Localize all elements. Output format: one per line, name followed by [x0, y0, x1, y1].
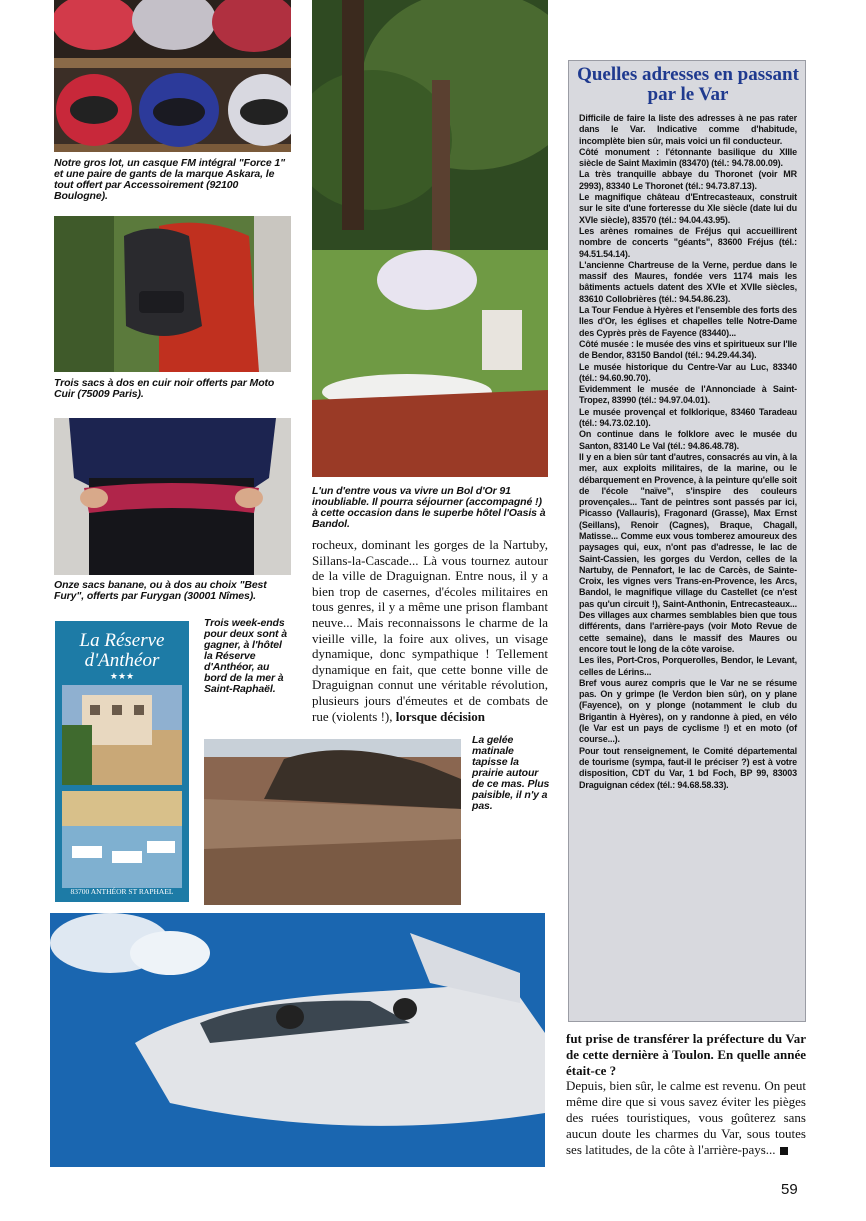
end-mark-icon	[780, 1147, 788, 1155]
main-text-paragraph: rocheux, dominant les gorges de la Nartuby, Sillans-la-Cascade... Là vous tournez autour de la ville de Draguignan. Entre nous, il y a bien trop de casernes, d'écoles militaires en tous genres, il y a même une prison flambant neuve... Mais reconnaissons le charme de la vieille ville, la foire aux olives, un visage dynamique, donc sympathique ! Tellement dynamique en fait, que cette bonne ville de Draguignan connut une véritable révolution, plusieurs jours d'émeutes et de combats de rue (violents !),	[312, 537, 548, 724]
lower-text-normal	[566, 1078, 806, 1157]
caption-backpack: Trois sacs à dos en cuir noir offerts par Moto Cuir (75009 Paris).	[54, 377, 275, 400]
sidebar-text	[579, 113, 797, 791]
sidebar-title: Quelles adresses en passant par le Var	[577, 64, 799, 105]
sidebar-paragraph: Evidemment le musée de l'Annonciade à Saint-Tropez, 83990 (tél.: 94.97.04.01).	[579, 384, 797, 406]
sidebar-paragraph: Côté musée : le musée des vins et spiritueux sur l'Ile de Bendor, 83150 Bandol (tél.: 94.29.44.34).	[579, 338, 797, 361]
hotel-photo-bottom	[62, 791, 182, 888]
frost-field-photo	[204, 739, 461, 905]
garden-photo	[312, 0, 548, 477]
hotel-name-line1: La Réserve	[79, 630, 165, 651]
backpack-photo	[54, 216, 291, 372]
caption-frost: La gelée matinale tapisse la prairie autour de ce mas. Plus paisible, il n'y a pas.	[472, 734, 550, 812]
sidebar-box	[568, 60, 806, 1022]
lower-text-normal-span: Depuis, bien sûr, le calme est revenu. On peut même dire que si vous savez éviter les pièges des ruées touristiques, vous goûterez sans aucun doute les charmes du Var, sous toutes ses latitudes, de la côte à l'arrière-pays...	[566, 1078, 806, 1157]
hotel-name	[55, 631, 189, 671]
sidebar-paragraph: Le musée historique du Centre-Var au Luc, 83340 (tél.: 94.60.90.70).	[579, 361, 797, 383]
caption-bol-dor: L'un d'entre vous va vivre un Bol d'Or 91 inoubliable. Il pourra séjourner (accompagné !) à cette occasion dans le superbe hôtel l'Oasis à Bandol.	[312, 485, 546, 530]
sidebar-paragraph: La très tranquille abbaye du Thoronet (voir MR 2993), 83340 Le Thoronet (tél.: 94.73.87.13).	[579, 169, 797, 191]
page-number: 59	[781, 1181, 798, 1198]
bumbag-photo	[54, 418, 291, 575]
caption-hotel-weekends: Trois week-ends pour deux sont à gagner, à l'hôtel la Réserve d'Anthéor, au bord de la mer à Saint-Raphaël.	[204, 617, 287, 695]
lower-text	[566, 1031, 806, 1157]
sidebar-paragraph: La Tour Fendue à Hyères et l'ensemble des forts des Iles d'Or, les églises et chapelles telle Notre-Dame des Cyprès près de Fayence (83440)...	[579, 305, 797, 338]
caption-bumbag: Onze sacs banane, ou à dos au choix "Best Fury", offerts par Furygan (30001 Nîmes).	[54, 579, 267, 602]
sidebar-paragraph: On continue dans le folklore avec le musée du Santon, 83140 Le Val (tél.: 94.86.48.78).	[579, 429, 797, 451]
sidebar-paragraph: Le musée provençal et folklorique, 83460 Taradeau (tél.: 94.73.02.10).	[579, 406, 797, 429]
sidebar-paragraph: Les arènes romaines de Fréjus qui accueillirent nombre de concerts "géants", 83600 Fréjus (tél.: 94.51.54.14).	[579, 225, 797, 259]
sidebar-paragraph: L'ancienne Chartreuse de la Verne, perdue dans le massif des Maures, fondée vers 1174 mais les bâtiments actuels datent des XVIe et XVIIe siècles, 83610 Collobrières (tél.: 94.54.86.23).	[579, 259, 797, 304]
hotel-address: 83700 ANTHÉOR ST RAPHAEL	[70, 887, 174, 896]
glider-photo	[50, 913, 545, 1167]
main-text-bold-tail: lorsque décision	[395, 708, 485, 724]
main-text	[312, 537, 548, 724]
lower-text-bold: fut prise de transférer la préfecture du Var de cette dernière à Toulon. En quelle année était-ce ?	[566, 1031, 806, 1078]
hotel-ad	[55, 621, 189, 902]
sidebar-paragraph: Il y en a bien sûr tant d'autres, consacrés au vin, à la mer, aux exploits militaires, de la marine, ou le débarquement en Provence, à la peinture qu'elle soit de l'école "naïve", s'inspire des couleurs provençales... Tant de peintres sont passés par ici, Picasso (Vallauris), Fragonard (Grasse), Max Ernst (Seillans), Renoir (Cagnes), Braque, Chagall, Matisse... Comme eux vous tomberez amoureux des paysages qui, eux, n'ont pas d'adresse, le lac de Saint-Cassien, les gorges du Verdon, celles de la Nartuby, de Pennafort, le lac de Carcès, de Sainte-Croix, les vignes vers Trans-en-Provence, les Arcs, Bandol, le magnifique village du Castellet (ce n'est pas qu'un circuit !), Saint-Anthonin, Entrecasteaux... Des villages aux charmes semblables bien que tous différents, dans l'arrière-pays (voir Moto Revue de cette semaine), dans le massif des Maures ou encore tout le long de la côte varoise.	[579, 451, 797, 654]
sidebar-paragraph: Pour tout renseignement, le Comité départemental de tourisme (sympa, faut-il le préciser ?) est à votre disposition, CDT du Var, 1 bd Foch, BP 99, 83003 Draguignan cédex (tél.: 94.68.58.33).	[579, 745, 797, 790]
caption-helmets: Notre gros lot, un casque FM intégral "Force 1" et une paire de gants de la marque Askara, le tout offert par Accessoirement (92100 Boulogne).	[54, 157, 286, 202]
sidebar-paragraph: Côté monument : l'étonnante basilique du XIIIe siècle de Saint Maximin (83470) (tél.: 94.78.00.09).	[579, 146, 797, 169]
hotel-name-line2: d'Anthéor	[84, 650, 160, 671]
sidebar-paragraph: Bref vous aurez compris que le Var ne se résume pas. On y grimpe (le Verdon bien sûr), on y plane (Fayence), on y plonge (notamment le club du Brigantin à Hyères), on y randonne à pied, en vélo (le Var est un pays de cyclisme !) et en moto (of course...).	[579, 677, 797, 745]
hotel-stars: ★★★	[109, 671, 135, 681]
sidebar-paragraph: Les îles, Port-Cros, Porquerolles, Bendor, le Levant, celles de Lérins...	[579, 655, 797, 677]
sidebar-paragraph: Le magnifique château d'Entrecasteaux, construit sur le site d'une forteresse du XIe siècle (date lui du XVIe siècle), 83570 (tél.: 94.04.43.95).	[579, 192, 797, 225]
helmets-photo	[54, 0, 291, 152]
hotel-photo-top	[62, 685, 182, 785]
sidebar-paragraph: Difficile de faire la liste des adresses à ne pas rater dans le Var. Indicative comme d'habitude, incomplète bien sûr, mais voici un fil conducteur.	[579, 113, 797, 146]
